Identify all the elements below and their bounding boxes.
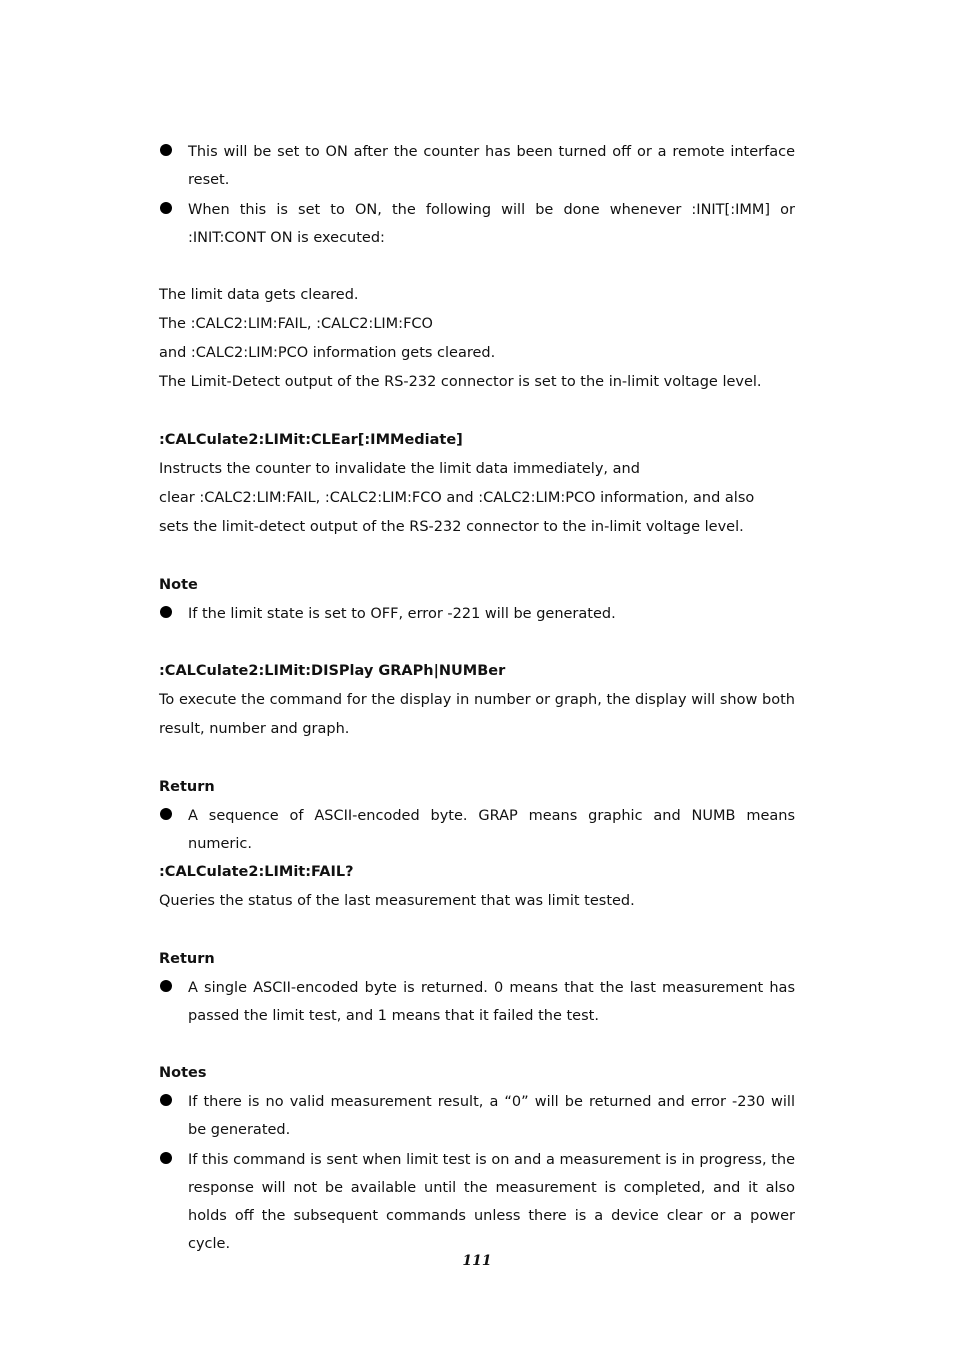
notes-bullet: If this command is sent when limit test is on and a measurement is in progress, the response will not be available until the measurement is completed, and it also holds off the subsequent commands unless there is a device clear or a power cycle. <box>159 1146 795 1258</box>
effect-line: The limit data gets cleared. <box>159 287 359 303</box>
clear-description-line: sets the limit-detect output of the RS-232 connector to the in-limit voltage level. <box>159 519 744 535</box>
spacer <box>159 744 795 773</box>
effect-line: The :CALC2:LIM:FAIL, :CALC2:LIM:FCO <box>159 316 433 332</box>
spacer <box>159 628 795 657</box>
command-heading-fail: :CALCulate2:LIMit:FAIL? <box>159 864 354 880</box>
document-body <box>159 138 795 1258</box>
clear-description-line: Instructs the counter to invalidate the limit data immediately, and <box>159 461 640 477</box>
page-number: 111 <box>462 1253 492 1269</box>
fail-description: Queries the status of the last measurement that was limit tested. <box>159 893 635 909</box>
spacer <box>159 916 795 945</box>
clear-description-line: clear :CALC2:LIM:FAIL, :CALC2:LIM:FCO and :CALC2:LIM:PCO information, and also <box>159 490 755 506</box>
spacer <box>159 542 795 571</box>
return-heading: Return <box>159 779 215 795</box>
effect-line: and :CALC2:LIM:PCO information gets cleared. <box>159 345 496 361</box>
display-description: To execute the command for the display in number or graph, the display will show both result, number and graph. <box>159 692 795 737</box>
command-heading-clear: :CALCulate2:LIMit:CLEar[:IMMediate] <box>159 432 463 448</box>
spacer <box>159 1030 795 1059</box>
spacer <box>159 252 795 281</box>
return-bullet: A sequence of ASCII-encoded byte. GRAP means graphic and NUMB means numeric. <box>159 802 795 858</box>
bullet-reset-default: This will be set to ON after the counter has been turned off or a remote interface reset. <box>159 138 795 194</box>
bullet-init-behavior: When this is set to ON, the following will be done whenever :INIT[:IMM] or :INIT:CONT ON is executed: <box>159 196 795 252</box>
return-heading: Return <box>159 951 215 967</box>
effect-line: The Limit-Detect output of the RS-232 connector is set to the in-limit voltage level. <box>159 374 762 390</box>
return-bullet: A single ASCII-encoded byte is returned. 0 means that the last measurement has passed the limit test, and 1 means that it failed the test. <box>159 974 795 1030</box>
note-heading: Note <box>159 577 198 593</box>
note-bullet: If the limit state is set to OFF, error -221 will be generated. <box>159 600 795 628</box>
command-heading-display: :CALCulate2:LIMit:DISPlay GRAPh|NUMBer <box>159 663 506 679</box>
spacer <box>159 397 795 426</box>
notes-heading: Notes <box>159 1065 207 1081</box>
notes-bullet: If there is no valid measurement result, a “0” will be returned and error -230 will be generated. <box>159 1088 795 1144</box>
